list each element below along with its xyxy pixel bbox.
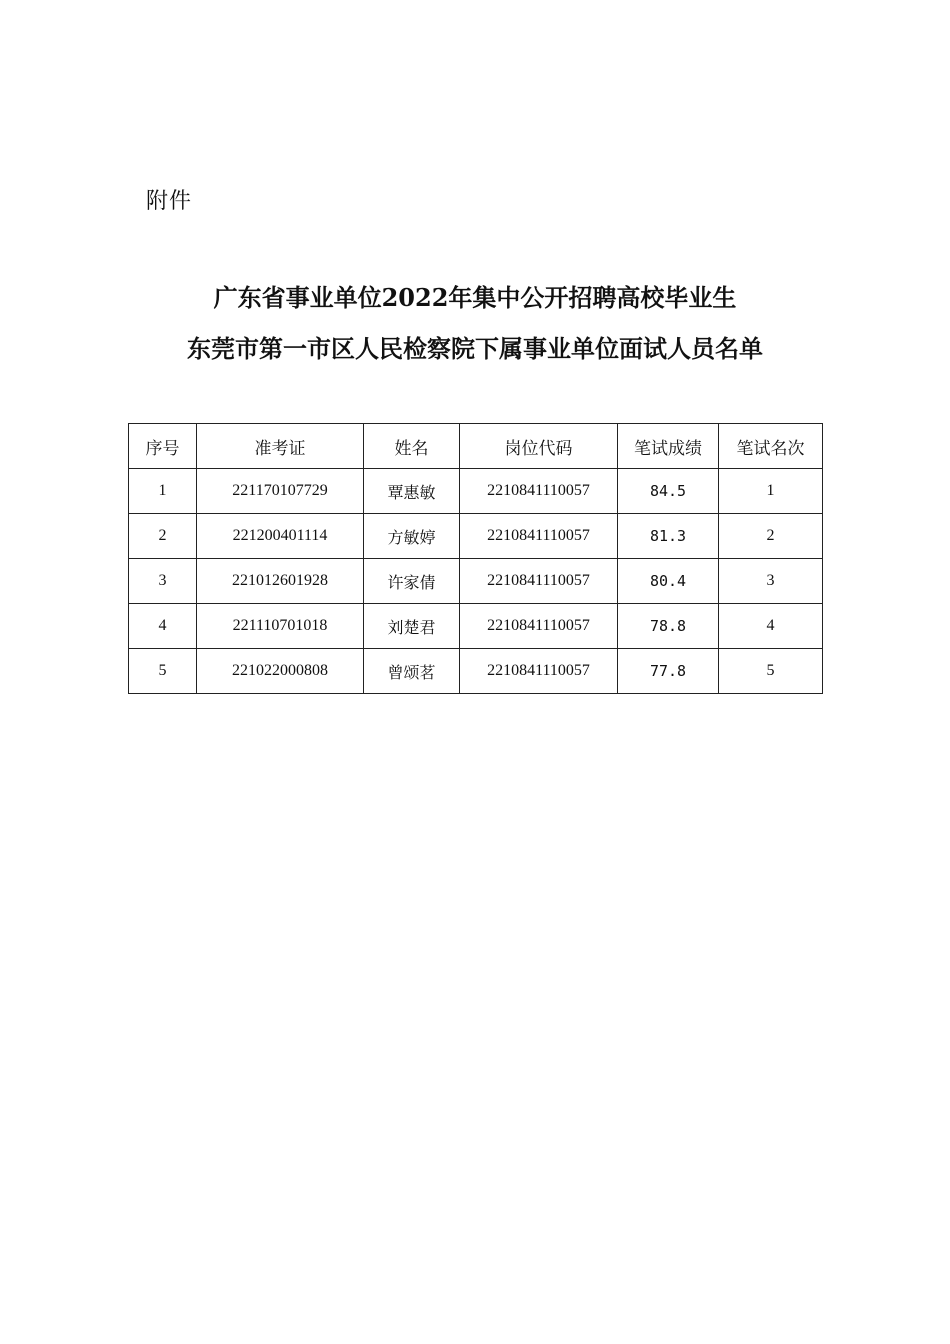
cell-score: 78.8	[618, 604, 719, 649]
table-row	[129, 469, 823, 514]
cell-post-code: 2210841110057	[460, 559, 618, 604]
header-seq: 序号	[129, 424, 197, 469]
table-row	[129, 604, 823, 649]
cell-seq: 2	[129, 514, 197, 559]
table-row	[129, 514, 823, 559]
cell-ticket: 221200401114	[197, 514, 364, 559]
cell-score: 84.5	[618, 469, 719, 514]
header-score: 笔试成绩	[618, 424, 719, 469]
cell-score: 80.4	[618, 559, 719, 604]
cell-name: 刘楚君	[364, 604, 460, 649]
cell-name: 覃惠敏	[364, 469, 460, 514]
header-name: 姓名	[364, 424, 460, 469]
cell-seq: 3	[129, 559, 197, 604]
cell-rank: 4	[719, 604, 823, 649]
document-title-line-2: 东莞市第一市区人民检察院下属事业单位面试人员名单	[187, 334, 763, 363]
cell-name: 许家倩	[364, 559, 460, 604]
table-header-row	[129, 424, 823, 469]
header-rank: 笔试名次	[719, 424, 823, 469]
cell-ticket: 221170107729	[197, 469, 364, 514]
cell-name: 曾颂茗	[364, 649, 460, 694]
cell-name: 方敏婷	[364, 514, 460, 559]
cell-seq: 5	[129, 649, 197, 694]
cell-rank: 2	[719, 514, 823, 559]
document-title-line-1: 广东省事业单位2022年集中公开招聘高校毕业生	[213, 283, 737, 312]
cell-ticket: 221022000808	[197, 649, 364, 694]
cell-seq: 4	[129, 604, 197, 649]
cell-post-code: 2210841110057	[460, 604, 618, 649]
table-row	[129, 649, 823, 694]
cell-score: 77.8	[618, 649, 719, 694]
interview-candidates-table	[128, 423, 823, 694]
cell-score: 81.3	[618, 514, 719, 559]
header-post-code: 岗位代码	[460, 424, 618, 469]
cell-ticket: 221012601928	[197, 559, 364, 604]
table-row	[129, 559, 823, 604]
cell-post-code: 2210841110057	[460, 514, 618, 559]
cell-seq: 1	[129, 469, 197, 514]
header-ticket: 准考证	[197, 424, 364, 469]
cell-rank: 5	[719, 649, 823, 694]
cell-rank: 1	[719, 469, 823, 514]
attachment-label: 附件	[146, 189, 193, 214]
cell-post-code: 2210841110057	[460, 649, 618, 694]
cell-rank: 3	[719, 559, 823, 604]
cell-ticket: 221110701018	[197, 604, 364, 649]
cell-post-code: 2210841110057	[460, 469, 618, 514]
